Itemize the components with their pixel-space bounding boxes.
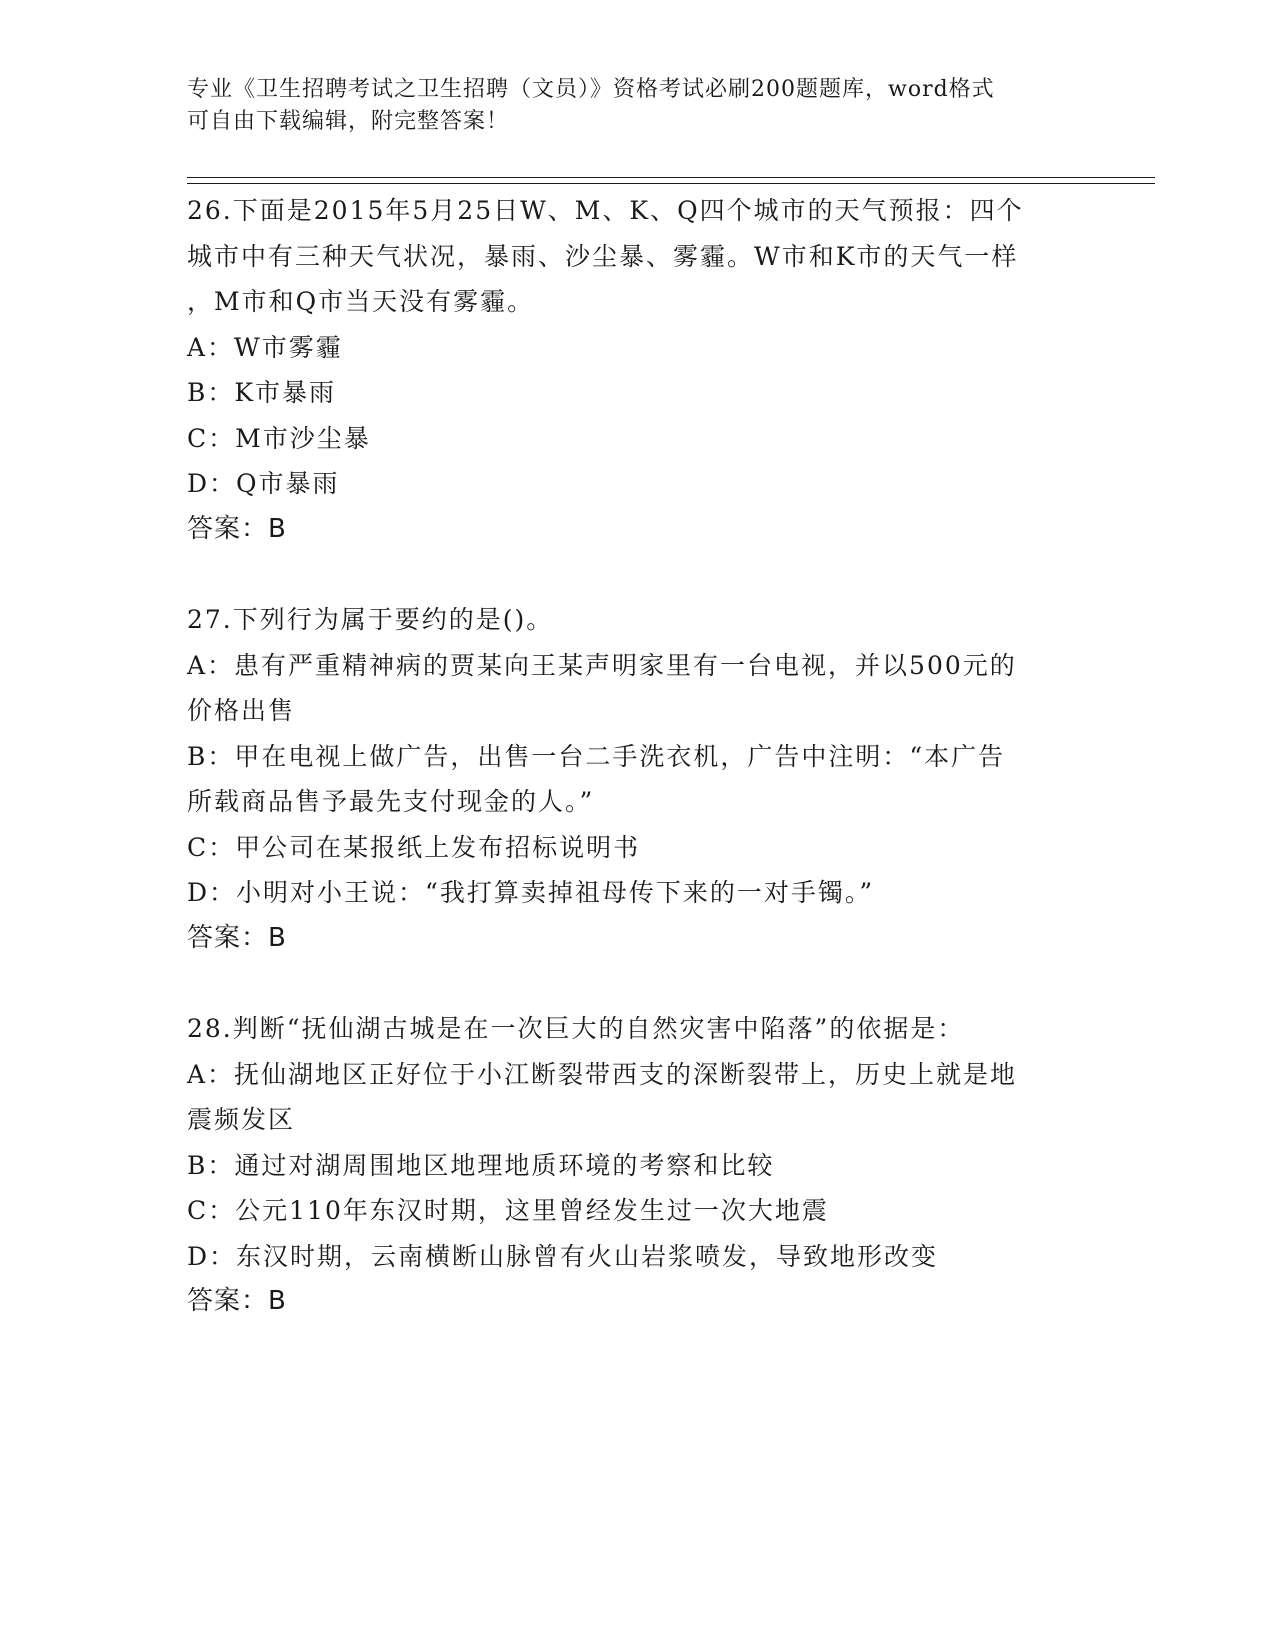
option-d: D：Q市暴雨 — [187, 469, 340, 498]
question-28 — [187, 1006, 1087, 1325]
option-a: A：患有严重精神病的贾某向王某声明家里有一台电视，并以500元的 — [187, 650, 1017, 680]
question-stem-line: 26.下面是2015年5月25日W、M、K、Q四个城市的天气预报：四个 — [187, 196, 1024, 225]
question-27 — [187, 597, 1087, 961]
option-a-continued: 价格出售 — [187, 696, 296, 725]
question-stem-line: 28.判断“抚仙湖古城是在一次巨大的自然灾害中陷落”的依据是： — [187, 1014, 965, 1043]
option-a: A：抚仙湖地区正好位于小江断裂带西支的深断裂带上，历史上就是地 — [187, 1059, 1018, 1089]
question-stem-line: 27.下列行为属于要约的是()。 — [187, 605, 554, 634]
option-c: C：M市沙尘暴 — [187, 423, 371, 453]
option-b: B：甲在电视上做广告，出售一台二手洗衣机，广告中注明：“本广告 — [187, 741, 1006, 771]
answer-label: 答案：B — [187, 513, 287, 544]
option-d: D：东汉时期，云南横断山脉曾有火山岩浆喷发，导致地形改变 — [187, 1241, 939, 1271]
header-divider-top — [187, 177, 1155, 178]
option-b: B：K市暴雨 — [187, 378, 337, 407]
option-b: B：通过对湖周围地区地理地质环境的考察和比较 — [187, 1150, 775, 1180]
header-line-2: 可自由下载编辑，附完整答案！ — [187, 109, 510, 134]
document-header — [187, 74, 1067, 138]
question-stem-line: ，M市和Q市当天没有雾霾。 — [187, 287, 535, 316]
option-d: D：小明对小王说：“我打算卖掉祖母传下来的一对手镯。” — [187, 878, 875, 907]
answer-label: 答案：B — [187, 922, 287, 953]
question-stem-line: 城市中有三种天气状况，暴雨、沙尘暴、雾霾。W市和K市的天气一样 — [187, 241, 1019, 271]
option-a: A：W市雾霾 — [187, 332, 343, 362]
question-26 — [187, 188, 1087, 552]
option-a-continued: 震频发区 — [187, 1105, 296, 1134]
header-divider-bottom — [187, 183, 1155, 184]
option-c: C：甲公司在某报纸上发布招标说明书 — [187, 832, 641, 862]
answer-label: 答案：B — [187, 1286, 287, 1316]
option-b-continued: 所载商品售予最先支付现金的人。” — [187, 787, 595, 816]
header-line-1: 专业《卫生招聘考试之卫生招聘（文员）》资格考试必刷200题题库，word格式 — [187, 77, 995, 102]
option-c: C：公元110年东汉时期，这里曾经发生过一次大地震 — [187, 1196, 829, 1225]
